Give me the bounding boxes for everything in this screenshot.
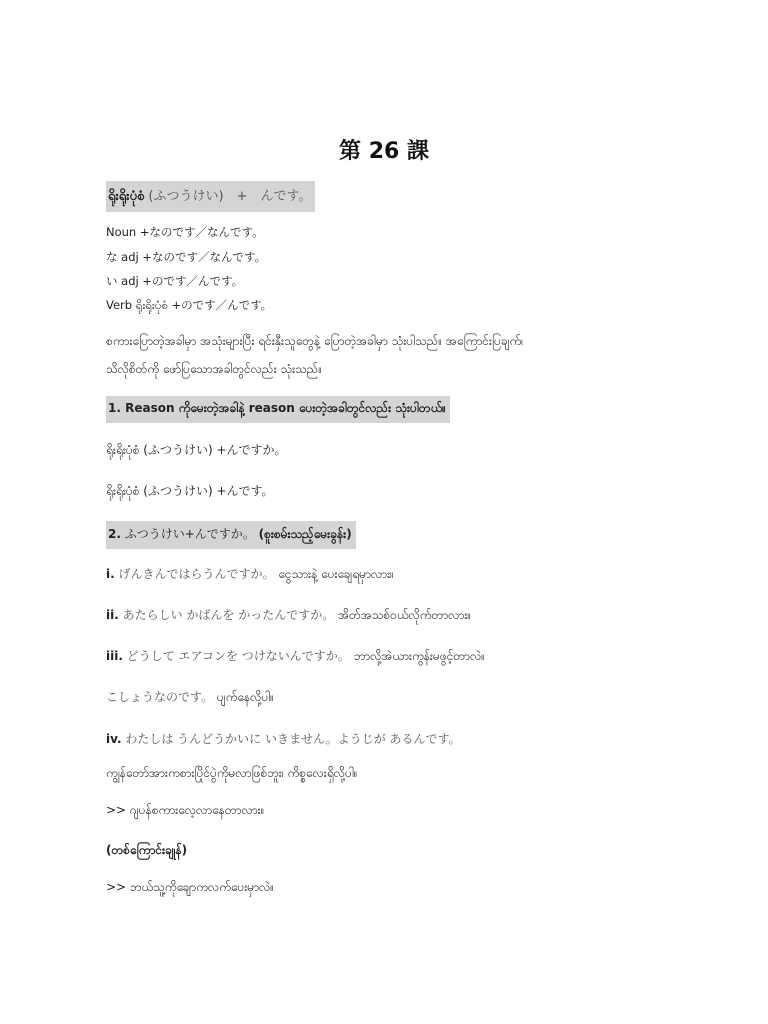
answer-burmese: ပျက်နေလို့ပါ။ — [216, 690, 274, 704]
question-1: >> ဂျပန်စကားလေ့လာနေတာလား။ — [106, 803, 265, 817]
example-ii — [106, 606, 471, 625]
example-japanese: どうして エアコンを つけないんですか。 — [126, 649, 350, 663]
example-number: iv. — [106, 732, 122, 746]
example-number: ii. — [106, 608, 119, 622]
answer-japanese: こしょうなのです。 — [106, 690, 214, 704]
point1-heading — [106, 396, 450, 423]
page-title: 第 26 課 — [339, 139, 429, 164]
pattern-na-adj: な adj +なのです／なんです。 — [106, 250, 267, 264]
example-iv-translation: ကျွန်တော်အားကစားပြိုင်ပွဲကိုမလာဖြစ်ဘူး၊ ကိစ္စလေးရှိလို့ပါ။ — [106, 766, 358, 780]
example-burmese: ငွေသားနဲ့ ပေးချေရမှာလား။ — [278, 567, 394, 581]
pattern-i-adj: い adj +のです／んです。 — [106, 274, 244, 288]
explanation-line-2: သိလိုစိတ်ကို ဖော်ပြသောအခါတွင်လည်း သုံးသည်။ — [106, 362, 322, 376]
point2-heading-jp: ふつうけい+んですか。 — [124, 527, 255, 541]
example-burmese: အိတ်အသစ်ဝယ်လိုက်တာလား။ — [338, 608, 472, 622]
point2-heading-my: (စူးစမ်းသည့်မေးခွန်း) — [258, 527, 352, 541]
example-japanese: わたしは うんどうかいに いきません。ようじが あるんです。 — [125, 732, 461, 746]
example-number: i. — [106, 567, 115, 581]
note-label: (တစ်ကြောင်းချုန်) — [106, 843, 188, 857]
example-burmese: ဘာလို့အဲယားကွန်းမဖွင့်တာလဲ။ — [353, 649, 485, 663]
example-japanese: あたらしい かばんを かったんですか。 — [122, 608, 335, 622]
pattern-verb: Verb ရိုးရိုးပုံစံ +のです／んです。 — [106, 298, 273, 312]
point1-question-form: ရိုးရိုးပုံစံ (ふつうけい) +んですか。 — [106, 443, 287, 457]
section-heading-japanese: (ふつうけい) + んです。 — [148, 189, 312, 204]
section-heading — [106, 181, 315, 212]
example-iii — [106, 647, 485, 666]
point1-heading-text: 1. Reason ကိုမေးတဲ့အခါနဲ့ reason ပေးတဲ့အခါတွင်လည်း သုံးပါတယ်။ — [106, 396, 450, 423]
example-i — [106, 565, 394, 584]
question-2: >> ဘယ်သူ့ကိုချောကလက်ပေးမှာလဲ။ — [106, 880, 274, 894]
section-heading-burmese: ရိုးရိုးပုံစံ — [108, 189, 145, 204]
pattern-noun: Noun +なのです／なんです。 — [106, 225, 264, 239]
point2-heading-num: 2. — [108, 527, 121, 541]
point2-heading — [106, 521, 356, 549]
explanation-line-1: စကားပြောတဲ့အခါမှာ အသုံးများပြီး ရင်းနှီးသူတွေနဲ့ ပြောတဲ့အခါမှာ သုံးပါသည်။ အကြောင်းပြချက်၊ — [106, 334, 524, 348]
answer-iii — [106, 688, 274, 707]
example-japanese: げんきんではらうんですか。 — [118, 567, 275, 581]
example-number: iii. — [106, 649, 123, 663]
point1-statement-form: ရိုးရိုးပုံစံ (ふつうけい) +んです。 — [106, 484, 274, 498]
example-iv — [106, 730, 461, 747]
